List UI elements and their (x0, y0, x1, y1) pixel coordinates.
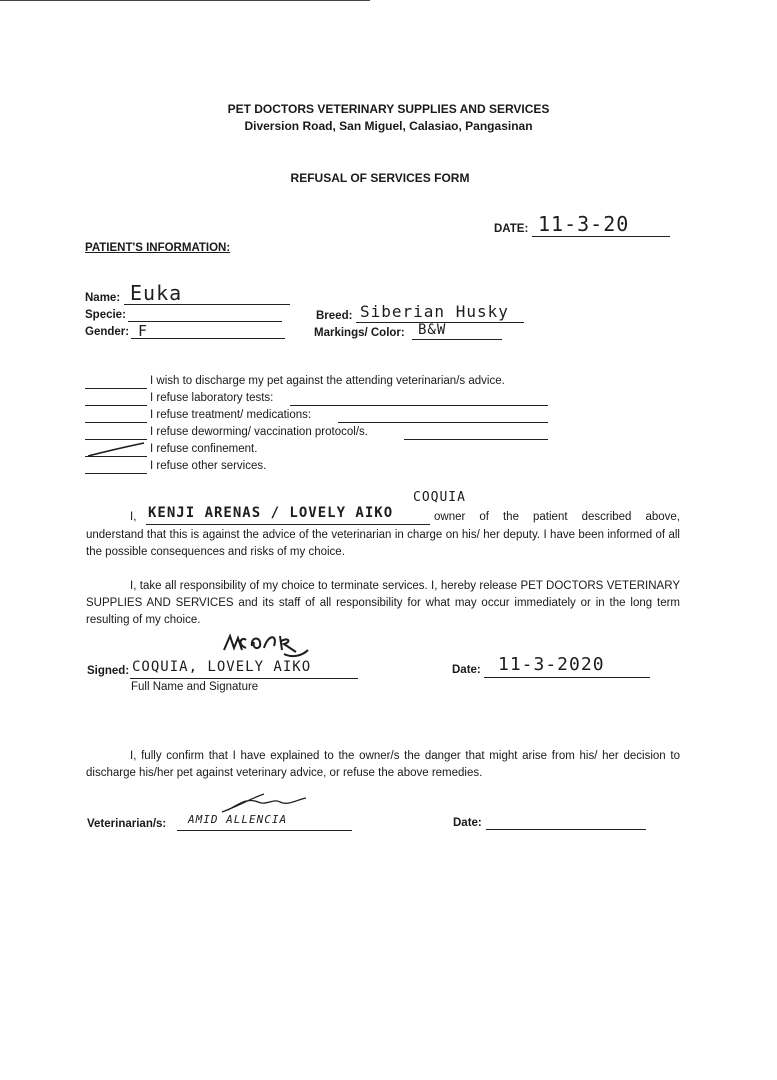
statement3-text: I, fully confirm that I have explained to the owner/s the danger that might arise from his/ her decision to discharge his/her pet against veterinary advice, or refuse the above remedies. (86, 750, 680, 779)
gender-line (131, 338, 285, 339)
option-blank[interactable] (85, 439, 147, 440)
markings-value: B&W (418, 322, 447, 338)
option-label: I wish to discharge my pet against the attending veterinarian/s advice. (150, 375, 505, 387)
specie-line (128, 321, 282, 322)
date-label: DATE: (494, 223, 529, 235)
date-line (532, 236, 670, 237)
option-blank[interactable] (85, 422, 147, 423)
specie-label: Specie: (85, 309, 126, 321)
owner-name-insert: COQUIA (413, 490, 466, 505)
statement1-after-name: owner of the patient described above, (434, 511, 680, 523)
breed-label: Breed: (316, 310, 353, 322)
option-label: I refuse treatment/ medications: (150, 409, 312, 421)
option-label: I refuse confinement. (150, 443, 258, 455)
name-label: Name: (85, 292, 121, 304)
option-blank[interactable] (85, 473, 147, 474)
option-detail-line[interactable] (290, 405, 548, 406)
option-blank[interactable] (85, 388, 147, 389)
veterinarian-line (177, 830, 352, 831)
form-title: REFUSAL OF SERVICES FORM (290, 171, 470, 185)
signed-date-line (484, 677, 650, 678)
option-detail-line[interactable] (338, 422, 548, 423)
owner-name-line (146, 524, 430, 525)
gender-label: Gender: (85, 326, 130, 338)
veterinarian-label: Veterinarian/s: (87, 818, 167, 830)
org-address: Diversion Road, San Miguel, Calasiao, Pangasinan (244, 119, 533, 133)
signed-date-label: Date: (452, 664, 481, 676)
patient-info-heading: PATIENT'S INFORMATION: (85, 242, 231, 254)
markings-label: Markings/ Color: (314, 327, 405, 339)
markings-line (412, 339, 502, 340)
owner-signature-icon (222, 632, 310, 662)
option-detail-line[interactable] (404, 439, 548, 440)
statement2-text: I, take all responsibility of my choice to terminate services. I, hereby release PET DOCTORS VETERINARY SUPPLIES AND SERVICES and its staff of all responsibility for what may occur immediately or in the long term resulting of my choice. (86, 580, 680, 626)
gender-value: F (138, 322, 149, 340)
signed-value: COQUIA, LOVELY AIKO (132, 659, 312, 675)
check-mark-icon (86, 442, 148, 458)
option-label: I refuse other services. (150, 460, 267, 472)
org-name: PET DOCTORS VETERINARY SUPPLIES AND SERVICES (227, 102, 550, 116)
signed-date-value: 11-3-2020 (498, 654, 605, 675)
veterinarian-value: AMID ALLENCIA (188, 813, 288, 826)
signed-sublabel: Full Name and Signature (131, 681, 259, 693)
owner-name-value: KENJI ARENAS / LOVELY AIKO (148, 505, 394, 521)
signed-label: Signed: (87, 665, 130, 677)
option-label: I refuse deworming/ vaccination protocol/s. (150, 426, 368, 438)
statement1-prefix: I, (130, 511, 137, 523)
scan-top-edge (0, 0, 370, 1)
option-blank[interactable] (85, 405, 147, 406)
date-value: 11-3-20 (538, 212, 630, 236)
name-value: Euka (130, 281, 183, 305)
veterinarian-date-line (486, 829, 646, 830)
option-label: I refuse laboratory tests: (150, 392, 274, 404)
veterinarian-date-label: Date: (453, 817, 482, 829)
signed-line (130, 678, 358, 679)
statement1-text: understand that this is against the advice of the veterinarian in charge on his/ her deputy. I have been informed of all the possible consequences and risks of my choice. (86, 529, 680, 558)
breed-value: Siberian Husky (360, 302, 509, 321)
